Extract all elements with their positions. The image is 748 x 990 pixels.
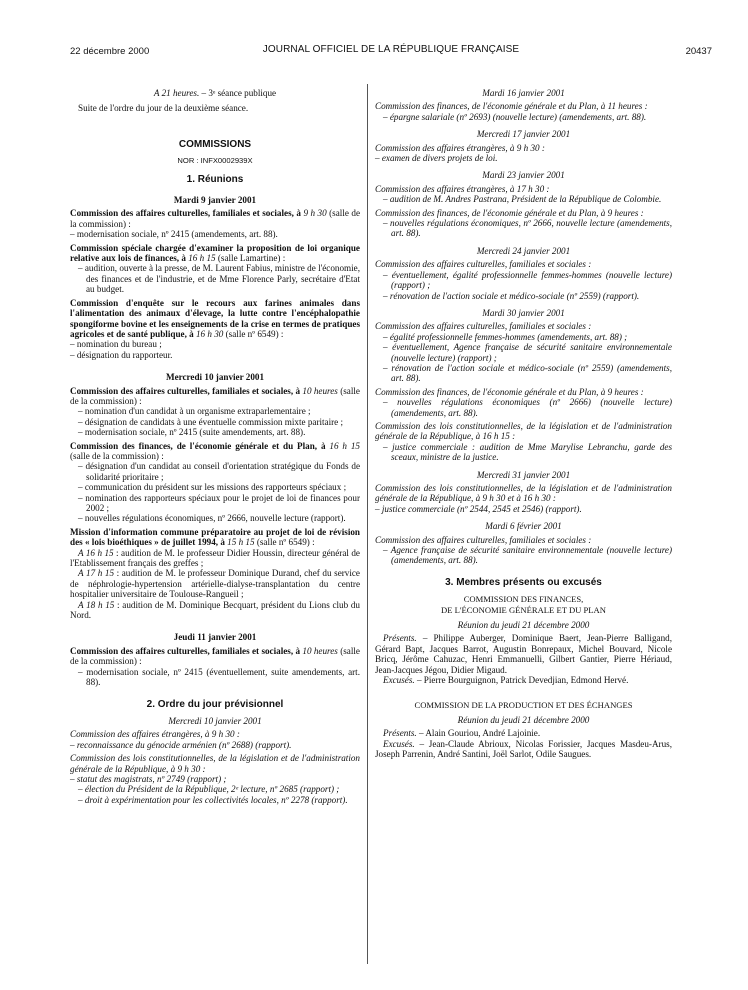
column-divider <box>367 84 368 964</box>
left-column <box>70 88 360 808</box>
date-heading: Mardi 23 janvier 2001 <box>482 170 565 181</box>
date-heading: Mercredi 10 janvier 2001 <box>165 372 265 383</box>
header-page-number: 20437 <box>685 46 712 57</box>
date-heading: Mercredi 31 janvier 2001 <box>476 469 571 480</box>
present-list: Présents. – Philippe Auberger, Dominique Baert, Jean-Pierre Balligand, Gérard Bapt, Jacques Barrot, Augustin Bonrepaux, Michel Bouvard, Nicole Bricq, Jérôme Cahuzac, Henri Emmanuelli, Gilbert Gantier, Pierre Hériaud, Jean-Jacques Jégou, Didier Migaud. <box>375 633 672 675</box>
date-heading: Jeudi 11 janvier 2001 <box>173 632 257 643</box>
agenda-item: Mission d'information commune préparatoire au projet de loi de révision des « lois bioéthiques » de juillet 1994, à 15 h 15 (salle nº 6549) : A 16 h 15 : audition de M. le professeur Didier Houssin, directeur général de l'Etablissement français des greffes ; A 17 h 15 : audition de M. le professeur Dominique Durand, chef du service de néphrologie-hypertension artérielle-dialyse-transplantation du centre hospitalier universitaire de Toulouse-Rangueil ; A 18 h 15 : audition de M. Dominique Becquart, président du Lions club du Nord. <box>70 526 360 621</box>
seance-line: A 21 heures. – 3ᵉ séance publique <box>153 88 277 98</box>
header-journal-title: JOURNAL OFFICIEL DE LA RÉPUBLIQUE FRANÇAISE <box>262 44 520 55</box>
agenda-item: Commission des finances, de l'économie générale et du Plan, à 16 h 15 (salle de la commission) : – désignation d'un candidat au conseil d'orientation stratégique du Fonds de solidarité prioritaire ; – communication du président sur les missions des rapporteurs spéciaux ; – nomination des rapporteurs spéciaux pour le projet de loi de finances pour 2002 ; – nouvelles régulations économiques, nº 2666, nouvelle lecture (rapport). <box>70 440 360 524</box>
agenda-item: Commission des affaires culturelles, familiales et sociales, à 10 heures (salle de la commission) : – modernisation sociale, nº 2415 (éventuellement, suite amendements, art. 88). <box>70 645 360 688</box>
agenda-item: Commission des affaires étrangères, à 9 h 30 : – examen de divers projets de loi. <box>375 142 545 164</box>
date-heading: Mardi 16 janvier 2001 <box>482 88 565 98</box>
date-heading: Mercredi 24 janvier 2001 <box>476 245 571 256</box>
commission-finances-title-2: DE L'ÉCONOMIE GÉNÉRALE ET DU PLAN <box>441 604 606 615</box>
agenda-item: Commission des affaires culturelles, familiales et sociales : – Agence française de sécurité sanitaire environnementale (nouvelle lecture) (amendements, art. 88). <box>375 534 672 566</box>
date-heading: Mardi 9 janvier 2001 <box>173 195 257 206</box>
agenda-item: Commission des lois constitutionnelles, de la législation et de l'administration générale de la République, à 9 h 30 : – statut des magistrats, nº 2749 (rapport) ; – élection du Président de la République, 2ᵉ lecture, nº 2685 (rapport) ; – droit à expérimentation pour les collectivités locales, nº 2278 (rapport). <box>70 753 360 805</box>
date-heading: Mardi 6 février 2001 <box>485 521 562 532</box>
header-date: 22 décembre 2000 <box>70 46 150 57</box>
commissions-title: COMMISSIONS <box>178 138 252 150</box>
agenda-item: Commission des finances, de l'économie générale et du Plan, à 11 heures : – épargne salariale (nº 2693) (nouvelle lecture) (amendements, art. 88). <box>375 101 648 122</box>
agenda-item: Commission des affaires culturelles, familiales et sociales, à 9 h 30 (salle de la commission) : – modernisation sociale, nº 2415 (amendements, art. 88). <box>70 208 360 240</box>
agenda-item: Commission des affaires culturelles, familiales et sociales : – égalité professionnelle femmes-hommes (amendements, art. 88) ; – éventuellement, Agence française de sécurité sanitaire environnementale (nouvelle lecture) (rapport) ; – rénovation de l'action sociale et médico-sociale (nº 2559) (amendements, art. 88). <box>375 321 672 384</box>
nor-reference: NOR : INFX0002939X <box>177 156 253 166</box>
excuse-list: Excusés. – Jean-Claude Abrioux, Nicolas Forissier, Jacques Masdeu-Arus, Joseph Parrenin, André Santini, Joël Sarlot, Odile Saugues. <box>375 738 672 760</box>
excuse-list: Excusés. – Pierre Bourguignon, Patrick Devedjian, Edmond Hervé. <box>383 675 629 686</box>
commission-finances-title: COMMISSION DES FINANCES, <box>463 594 584 605</box>
agenda-item: Commission des affaires culturelles, familiales et sociales, à 10 heures (salle de la commission) : – nomination d'un candidat à un organisme extraparlementaire ; – désignation de candidats à une éventuelle commission mixte paritaire ; – modernisation sociale, nº 2415 (suite amendements, art. 88). <box>70 385 360 438</box>
present-list: Présents. – Alain Gouriou, André Lajoinie. <box>383 728 541 739</box>
ordre-du-jour-title: 2. Ordre du jour prévisionnel <box>146 698 284 710</box>
reunions-title: 1. Réunions <box>186 173 244 185</box>
commission-production-title: COMMISSION DE LA PRODUCTION ET DES ÉCHANGES <box>414 699 633 710</box>
date-heading: Mardi 30 janvier 2001 <box>482 307 565 318</box>
meeting-date: Réunion du jeudi 21 décembre 2000 <box>457 620 590 631</box>
agenda-item: Commission des affaires étrangères, à 9 h 30 : – reconnaissance du génocide arménien (nº 2688) (rapport). <box>70 729 292 750</box>
page-header <box>70 44 712 60</box>
membres-title: 3. Membres présents ou excusés <box>445 576 602 588</box>
agenda-item: Commission des finances, de l'économie générale et du Plan, à 9 heures : – nouvelles régulations économiques (nº 2666) (nouvelle lecture) (amendements, art. 88). <box>375 386 672 418</box>
agenda-item: Commission des affaires culturelles, familiales et sociales : – éventuellement, égalité professionnelle femmes-hommes (nouvelle lecture) (rapport) ; – rénovation de l'action sociale et médico-sociale (nº 2559) (rapport). <box>375 259 672 301</box>
date-heading: Mercredi 17 janvier 2001 <box>476 129 571 140</box>
suite-line: Suite de l'ordre du jour de la deuxième séance. <box>78 103 249 114</box>
meeting-date: Réunion du jeudi 21 décembre 2000 <box>457 714 590 725</box>
agenda-item: Commission d'enquête sur le recours aux farines animales dans l'alimentation des animaux d'élevage, la lutte contre l'encéphalopathie spongiforme bovine et les enseignements de la crise en termes de pratiques agricoles et de santé publique, à 16 h 30 (salle nº 6549) : – nomination du bureau ; – désignation du rapporteur. <box>70 297 360 360</box>
agenda-item: Commission des lois constitutionnelles, de la législation et de l'administration générale de la République, à 9 h 30 et à 16 h 30 : – justice commerciale (nº 2544, 2545 et 2546) (rapport). <box>375 483 672 514</box>
agenda-item: Commission des lois constitutionnelles, de la législation et de l'administration générale de la République, à 16 h 15 : – justice commerciale : audition de Mme Marylise Lebranchu, garde des sceaux, ministre de la justice. <box>375 420 672 463</box>
agenda-item: Commission des affaires étrangères, à 17 h 30 : – audition de M. Andres Pastrana, Président de la République de Colombie. <box>375 183 662 205</box>
date-heading: Mercredi 10 janvier 2001 <box>168 715 262 726</box>
agenda-item: Commission des finances, de l'économie générale et du Plan, à 9 heures : – nouvelles régulations économiques, nº 2666, nouvelle lecture (amendements, art. 88). <box>375 207 672 239</box>
agenda-item: Commission spéciale chargée d'examiner la proposition de loi organique relative aux lois de finances, à 16 h 15 (salle Lamartine) : – audition, ouverte à la presse, de M. Laurent Fabius, ministre de l'économie, des finances et de l'industrie, et de Mme Florence Parly, secrétaire d'Etat au budget. <box>70 242 360 295</box>
right-column <box>375 88 672 760</box>
